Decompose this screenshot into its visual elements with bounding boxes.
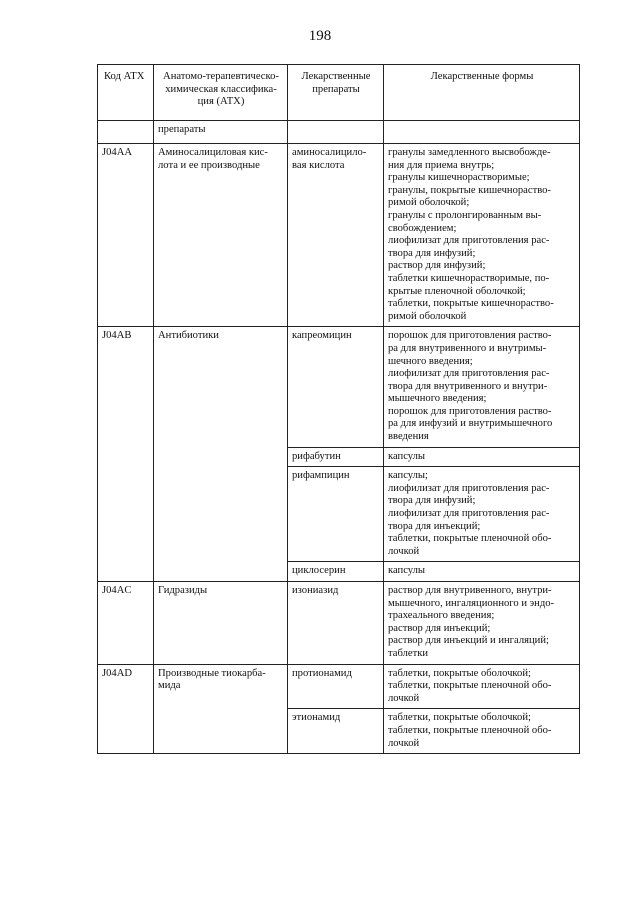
cell-forms bbox=[384, 664, 580, 709]
drug-name-line: аминосалицило- bbox=[292, 147, 367, 158]
dosage-form-line: лочкой bbox=[388, 692, 420, 704]
dosage-form-line: капсулы; bbox=[388, 470, 428, 482]
classification-line: Антибиотики bbox=[158, 330, 219, 342]
dosage-form-line: лочкой bbox=[388, 545, 420, 557]
dosage-form-line: таблетки, покрытые оболочкой; bbox=[388, 712, 531, 724]
cell-code: J04AD bbox=[98, 664, 154, 754]
header-forms: Лекарственные формы bbox=[384, 65, 580, 121]
dosage-form-line: раствор для инфузий; bbox=[388, 260, 486, 272]
cell-drug bbox=[288, 582, 384, 665]
drug-name-line: вая кислота bbox=[292, 159, 345, 171]
cell-drug bbox=[288, 664, 384, 709]
classification-line: Аминосалициловая кис- bbox=[158, 147, 268, 158]
dosage-form-line: шечного введения; bbox=[388, 355, 473, 367]
drug-name-line: протионамид bbox=[292, 667, 352, 679]
drug-name-line: этионамид bbox=[292, 712, 341, 724]
header-classification bbox=[154, 65, 288, 121]
dosage-form-line: таблетки bbox=[388, 647, 429, 659]
cell-drug bbox=[288, 467, 384, 562]
dosage-form-line: лиофилизат для приготовления рас- bbox=[388, 235, 550, 247]
cell-drug bbox=[288, 144, 384, 327]
cell-drug bbox=[288, 327, 384, 447]
cell-forms bbox=[384, 327, 580, 447]
header-code: Код АТХ bbox=[98, 65, 154, 121]
cell-drug bbox=[288, 562, 384, 582]
drug-name-line: рифабутин bbox=[292, 450, 341, 462]
page-number: 198 bbox=[308, 28, 332, 44]
dosage-form-line: таблетки, покрытые кишечнораство- bbox=[388, 298, 554, 310]
header-classification-line: ция (АТХ) bbox=[197, 96, 245, 108]
dosage-form-line: таблетки, покрытые пленочной обо- bbox=[388, 680, 552, 692]
dosage-form-line: лиофилизат для приготовления рас- bbox=[388, 368, 550, 380]
cell-forms bbox=[384, 582, 580, 665]
dosage-form-line: гранулы с пролонгированным вы- bbox=[388, 209, 542, 221]
dosage-form-line: лиофилизат для приготовления рас- bbox=[388, 482, 550, 494]
drug-name-line: изониазид bbox=[292, 585, 339, 596]
dosage-form-line: лочкой bbox=[388, 737, 420, 749]
classification-line: мида bbox=[158, 680, 181, 692]
cell-classification bbox=[154, 582, 288, 665]
dosage-form-line: раствор для инъекций и ингаляций; bbox=[388, 635, 549, 647]
atc-table bbox=[97, 64, 580, 754]
dosage-form-line: таблетки, покрытые оболочкой; bbox=[388, 667, 531, 679]
dosage-form-line: гранулы, покрытые кишечнораство- bbox=[388, 184, 551, 196]
cell-classification bbox=[154, 664, 288, 754]
cell-code: J04AB bbox=[98, 327, 154, 582]
dosage-form-line: мышечного введения; bbox=[388, 393, 487, 405]
dosage-form-line: таблетки, покрытые пленочной обо- bbox=[388, 533, 552, 545]
dosage-form-line: порошок для приготовления раство- bbox=[388, 330, 552, 342]
dosage-form-line: свобождением; bbox=[388, 222, 457, 234]
dosage-form-line: раствор для инъекций; bbox=[388, 622, 491, 634]
cell-drug bbox=[288, 121, 384, 144]
drug-name-line: рифампицин bbox=[292, 470, 350, 482]
cell-forms bbox=[384, 467, 580, 562]
header-drugs-line: Лекарственные bbox=[301, 71, 371, 82]
table-row bbox=[98, 144, 580, 327]
continuation-row bbox=[98, 121, 580, 144]
cell-classification: препараты bbox=[154, 121, 288, 144]
drug-name-line: капреомицин bbox=[292, 330, 352, 342]
dosage-form-line: ра для внутривенного и внутримы- bbox=[388, 342, 547, 354]
header-classification-line: химическая классифика- bbox=[165, 83, 277, 95]
dosage-form-line: твора для инъекций; bbox=[388, 520, 481, 532]
cell-code: J04AA bbox=[98, 144, 154, 327]
dosage-form-line: ния для приема внутрь; bbox=[388, 159, 495, 171]
dosage-form-line: ра для инфузий и внутримышечного bbox=[388, 418, 553, 430]
table-row bbox=[98, 582, 580, 665]
dosage-form-line: таблетки кишечнорастворимые, по- bbox=[388, 272, 550, 284]
cell-classification bbox=[154, 327, 288, 582]
cell-code: J04AC bbox=[98, 582, 154, 665]
dosage-form-line: введения bbox=[388, 431, 429, 443]
dosage-form-line: твора для инфузий; bbox=[388, 495, 476, 507]
classification-line: лота и ее производные bbox=[158, 159, 260, 171]
dosage-form-line: капсулы bbox=[388, 565, 426, 577]
header-drugs-line: препараты bbox=[312, 83, 360, 95]
cell-forms bbox=[384, 121, 580, 144]
cell-code bbox=[98, 121, 154, 144]
dosage-form-line: лиофилизат для приготовления рас- bbox=[388, 508, 550, 520]
dosage-form-line: римой оболочкой bbox=[388, 310, 467, 322]
dosage-form-line: таблетки, покрытые пленочной обо- bbox=[388, 724, 552, 736]
cell-forms bbox=[384, 562, 580, 582]
table-header-row bbox=[98, 65, 580, 121]
table-body bbox=[98, 121, 580, 754]
drug-name-line: циклосерин bbox=[292, 565, 346, 577]
dosage-form-line: твора для инфузий; bbox=[388, 247, 476, 259]
dosage-form-line: порошок для приготовления раство- bbox=[388, 405, 552, 417]
cell-drug bbox=[288, 447, 384, 467]
cell-drug bbox=[288, 709, 384, 754]
cell-classification bbox=[154, 144, 288, 327]
dosage-form-line: твора для внутривенного и внутри- bbox=[388, 380, 548, 392]
dosage-form-line: трахеального введения; bbox=[388, 610, 495, 622]
dosage-form-line: раствор для внутривенного, внутри- bbox=[388, 585, 552, 596]
dosage-form-line: римой оболочкой; bbox=[388, 197, 470, 209]
classification-line: Гидразиды bbox=[158, 585, 208, 596]
table-row bbox=[98, 664, 580, 709]
dosage-form-line: крытые пленочной оболочкой; bbox=[388, 285, 526, 297]
cell-forms bbox=[384, 144, 580, 327]
dosage-form-line: гранулы кишечнорастворимые; bbox=[388, 172, 530, 184]
dosage-form-line: мышечного, ингаляционного и эндо- bbox=[388, 597, 555, 609]
cell-forms bbox=[384, 709, 580, 754]
header-drugs bbox=[288, 65, 384, 121]
dosage-form-line: капсулы bbox=[388, 450, 426, 462]
classification-line: Производные тиокарба- bbox=[158, 667, 266, 679]
cell-forms bbox=[384, 447, 580, 467]
table-row bbox=[98, 327, 580, 447]
dosage-form-line: гранулы замедленного высвобожде- bbox=[388, 147, 551, 158]
header-classification-line: Анатомо-терапевтическо- bbox=[163, 71, 279, 82]
